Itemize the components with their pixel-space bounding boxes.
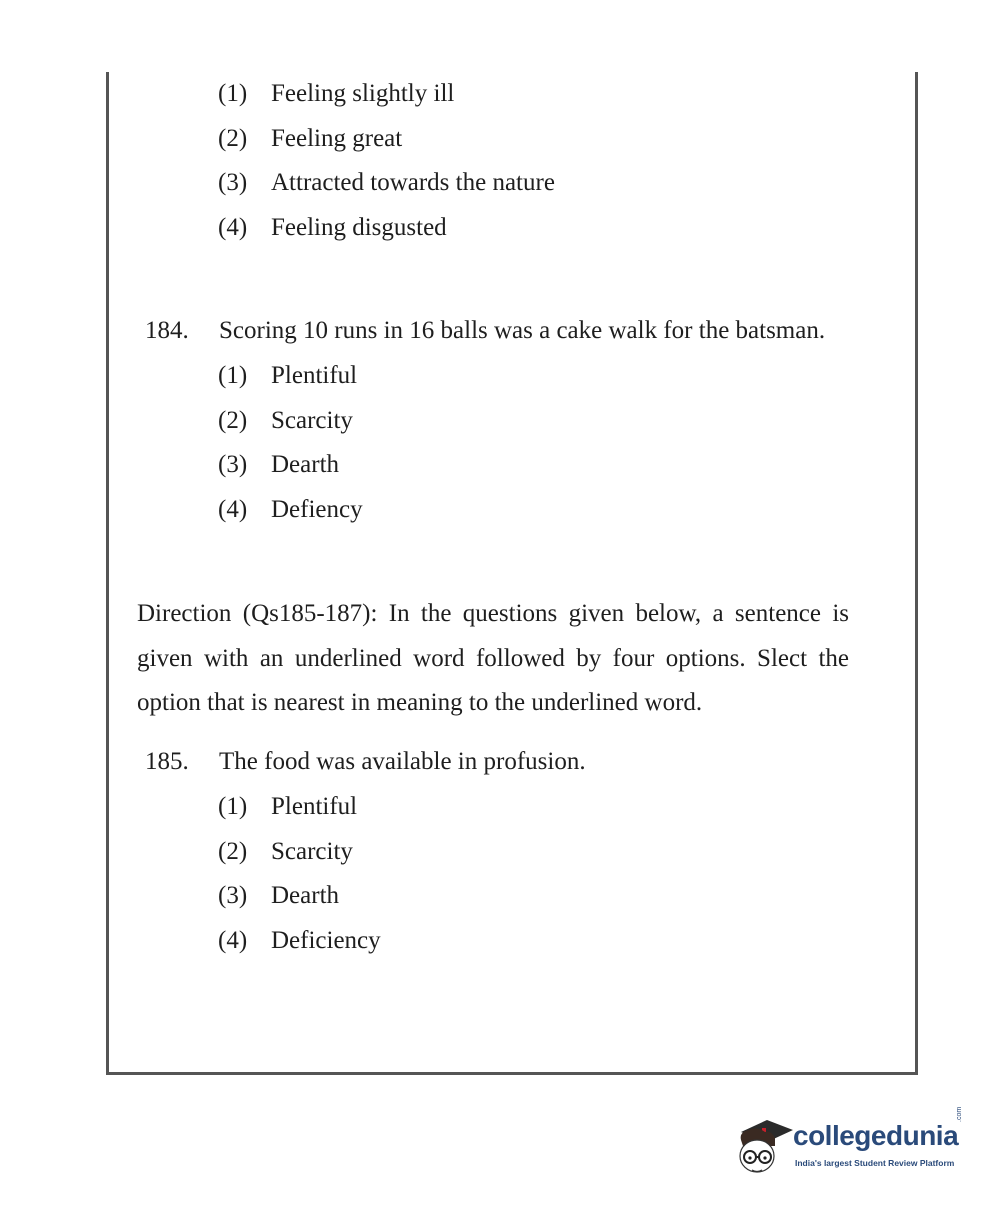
- q185-number: 185.: [145, 748, 189, 775]
- direction-line-2: given with an underlined word followed by four options. Slect the: [137, 645, 849, 672]
- logo-wordmark: collegedunia: [793, 1120, 959, 1151]
- collegedunia-logo: [735, 1106, 965, 1182]
- logo-com: .com: [956, 1106, 963, 1122]
- mascot-icon: [735, 1110, 795, 1182]
- q185-text: The food was available in profusion.: [219, 748, 586, 775]
- direction-line-1: Direction (Qs185-187): In the questions given below, a sentence is: [137, 600, 849, 627]
- direction-line-3: option that is nearest in meaning to the underlined word.: [137, 689, 703, 716]
- q184-number: 184.: [145, 317, 189, 344]
- q184-text: Scoring 10 runs in 16 balls was a cake walk for the batsman.: [219, 317, 826, 344]
- logo-tagline: India's largest Student Review Platform: [795, 1158, 955, 1168]
